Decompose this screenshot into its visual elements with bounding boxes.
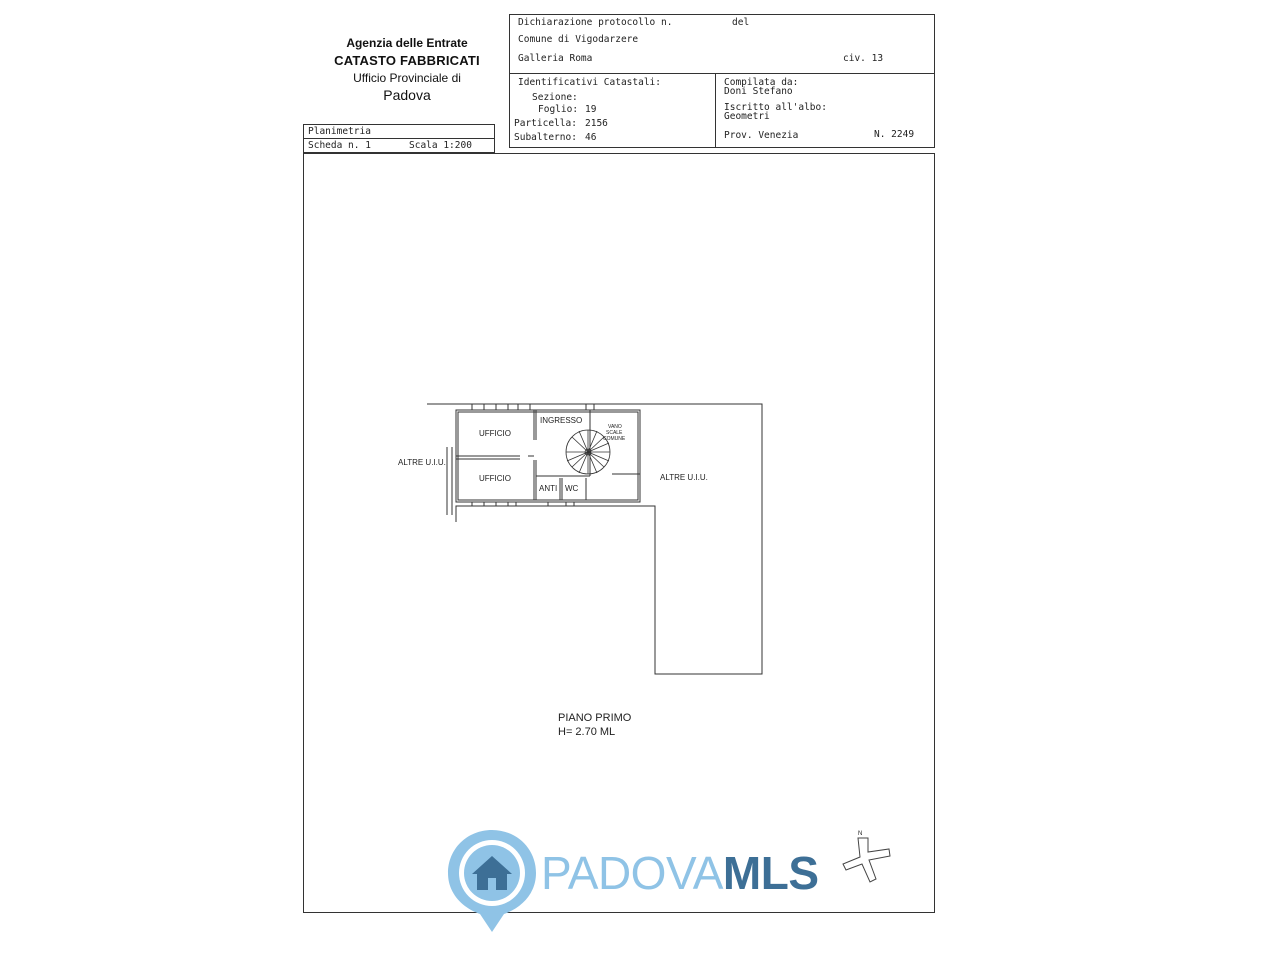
brand-part-1: PADOVA [541, 847, 723, 899]
compiler-label: Compilata da: [724, 77, 799, 88]
office-label: Ufficio Provinciale di [353, 71, 461, 85]
sheet-label: Foglio: [538, 104, 579, 115]
watermark-brand [541, 846, 819, 900]
neighbor-label-left: ALTRE U.I.U. [398, 458, 446, 467]
stair-label-scale: SCALE [606, 430, 623, 436]
neighbor-label-right: ALTRE U.I.U. [660, 473, 708, 482]
sheet-value: 19 [585, 104, 597, 115]
civic-number: civ. 13 [843, 53, 884, 64]
sheet-number: Scheda n. 1 [308, 140, 371, 151]
office-city: Padova [383, 87, 431, 103]
floor-height: H= 2.70 ML [558, 726, 616, 738]
municipality: Comune di Vigodarzere [518, 34, 639, 45]
brand-part-2: MLS [722, 847, 819, 899]
department-title: CATASTO FABBRICATI [334, 53, 480, 68]
protocol-label: Dichiarazione protocollo n. [518, 17, 673, 28]
compiler-province: Prov. Venezia [724, 130, 799, 141]
north-arrow-icon [843, 838, 890, 882]
stair-label-vano: VANO [608, 424, 622, 430]
register-label: Iscritto all'albo: [724, 102, 827, 113]
room-label-entrance: INGRESSO [540, 416, 583, 425]
floor-name: PIANO PRIMO [558, 712, 632, 724]
stair-label-comune: COMUNE [603, 436, 626, 442]
room-label-office-2: UFFICIO [479, 474, 511, 483]
parcel-label: Particella: [514, 118, 577, 129]
agency-name: Agenzia delle Entrate [346, 36, 468, 50]
north-label: N [858, 831, 863, 837]
identifiers-title: Identificativi Catastali: [518, 77, 661, 88]
house-pin-icon [446, 828, 538, 934]
compiler-name: Doni Stefano [724, 86, 793, 97]
register-value: Geometri [724, 111, 770, 122]
sheet-scale: Scala 1:200 [409, 140, 472, 151]
sheet-type: Planimetria [308, 126, 371, 137]
section-label: Sezione: [532, 92, 578, 103]
building-outline [427, 404, 762, 674]
subunit-value: 46 [585, 132, 597, 143]
room-label-wc: WC [565, 484, 579, 493]
street: Galleria Roma [518, 53, 593, 64]
date-label: del [732, 17, 750, 28]
parcel-value: 2156 [585, 118, 608, 129]
room-label-anti: ANTI [539, 484, 558, 493]
compiler-number: N. 2249 [874, 129, 915, 140]
room-label-office-1: UFFICIO [479, 429, 511, 438]
subunit-label: Subalterno: [514, 132, 577, 143]
